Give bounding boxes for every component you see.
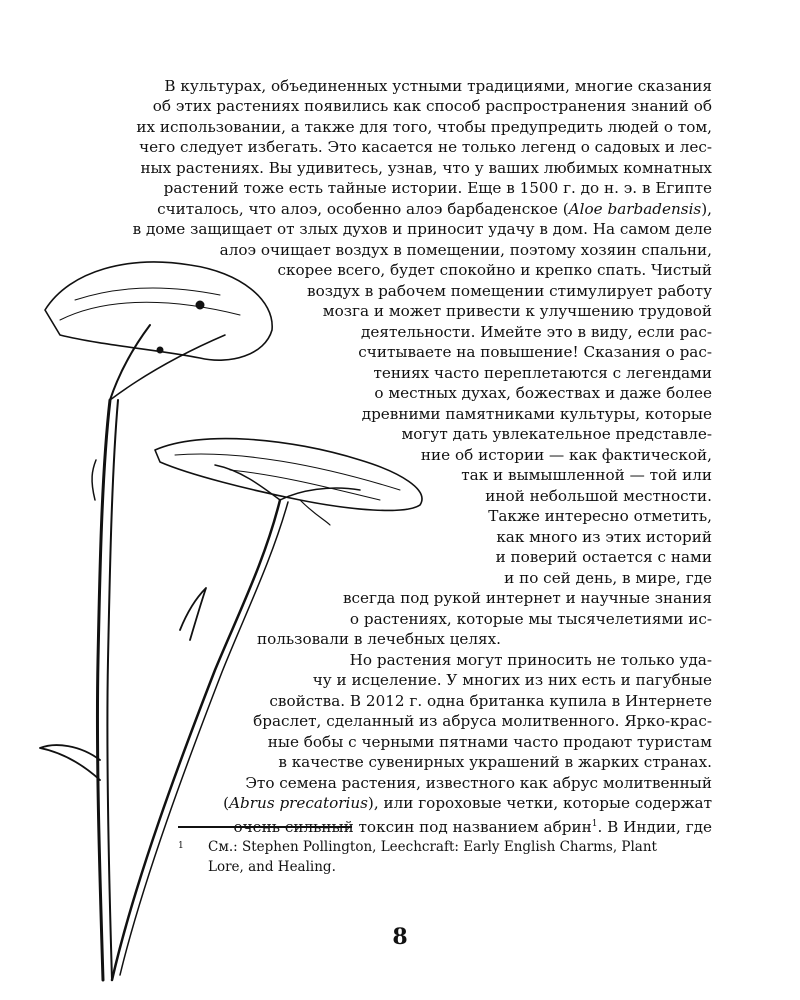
latin-name: Aloe barbadensis — [568, 200, 702, 218]
text-line: о растениях, которые мы тысячелетиями ис- — [349, 610, 712, 628]
text-line: и по сей день, в мире, где — [504, 569, 712, 587]
text-line: считываете на повышение! Сказания о рас- — [358, 343, 712, 361]
footnote-marker: 1 — [178, 841, 184, 851]
text-line: ных растениях. Вы удивитесь, узнав, что у ваших любимых комнатных — [140, 159, 712, 177]
text-line: всегда под рукой интернет и научные знания — [342, 589, 712, 607]
plant-stem-left-inner — [107, 400, 118, 980]
text-line: скорее всего, будет спокойно и крепко спать. Чистый — [277, 261, 712, 279]
text-line: Это семена растения, известного как абрус молитвенный — [245, 774, 712, 792]
text-line: воздух в рабочем помещении стимулирует работу — [307, 282, 712, 300]
lower-umbel-outline — [155, 439, 422, 511]
footnote-reference[interactable]: 1 — [591, 819, 598, 829]
text-line: о местных духах, божествах и даже более — [374, 384, 712, 402]
text-line: свойства. В 2012 г. одна британка купила в Интернете — [269, 692, 712, 710]
text-line: и поверий остается с нами — [495, 548, 712, 566]
footnote-text: Lore, and Healing. — [208, 859, 336, 875]
upper-umbel-outline — [45, 262, 272, 360]
text-line: Также интересно отметить, — [488, 507, 712, 525]
text-line: деятельности. Имейте это в виду, если рас- — [361, 323, 712, 341]
text-line: мозга и может привести к улучшению трудовой — [322, 302, 712, 320]
text-line: в качестве сувенирных украшений в жарких странах. — [278, 753, 712, 771]
text-line: так и вымышленной — той или — [461, 466, 712, 484]
page-number: 8 — [392, 924, 408, 950]
text-line: пользовали в лечебных целях. — [257, 630, 501, 648]
text-line: древними памятниками культуры, которые — [361, 405, 712, 423]
text-line: (Abrus precatorius), или гороховые четки, которые содержат — [223, 794, 712, 812]
leaf-mid — [180, 588, 206, 640]
text-line: Но растения могут приносить не только уда- — [349, 651, 712, 669]
footnote-text: См.: Stephen Pollington, Leechcraft: Early English Charms, Plant — [208, 839, 657, 855]
plant-stem-right-inner — [120, 502, 288, 975]
leaf-small — [92, 460, 96, 500]
text-line: считалось, что алоэ, особенно алоэ барбаденское (Aloe barbadensis), — [157, 200, 712, 218]
latin-name: Abrus precatorius — [229, 794, 368, 812]
text-line: очень сильный токсин под названием абрин$^1$. В Индии, где — [233, 818, 712, 837]
text-line: могут дать увлекательное представле- — [401, 425, 712, 443]
text-line: об этих растениях появились как способ распространения знаний об — [152, 97, 712, 115]
text-line: браслет, сделанный из абруса молитвенного. Ярко-крас- — [253, 712, 712, 730]
text-line: растений тоже есть тайные истории. Еще в 1500 г. до н. э. в Египте — [163, 179, 712, 197]
text-line: чего следует избегать. Это касается не только легенд о садовых и лес- — [139, 138, 712, 156]
leaf-lower — [40, 745, 100, 780]
text-line: ные бобы с черными пятнами часто продают туристам — [267, 733, 712, 751]
text-line: иной небольшой местности. — [485, 487, 712, 505]
text-line: ние об истории — как фактической, — [420, 446, 712, 464]
text-line: как много из этих историй — [496, 528, 712, 546]
text-line: алоэ очищает воздух в помещении, поэтому хозяин спальни, — [219, 241, 712, 259]
text-line: их использовании, а также для того, чтобы предупредить людей о том, — [136, 118, 712, 136]
text-line: в доме защищает от злых духов и приносит удачу в дом. На самом деле — [132, 220, 712, 238]
text-line: тениях часто переплетаются с легендами — [373, 364, 712, 382]
footnote-divider — [178, 826, 352, 828]
text-line: чу и исцеление. У многих из них есть и пагубные — [312, 671, 712, 689]
text-line: В культурах, объединенных устными традициями, многие сказания — [164, 77, 712, 95]
